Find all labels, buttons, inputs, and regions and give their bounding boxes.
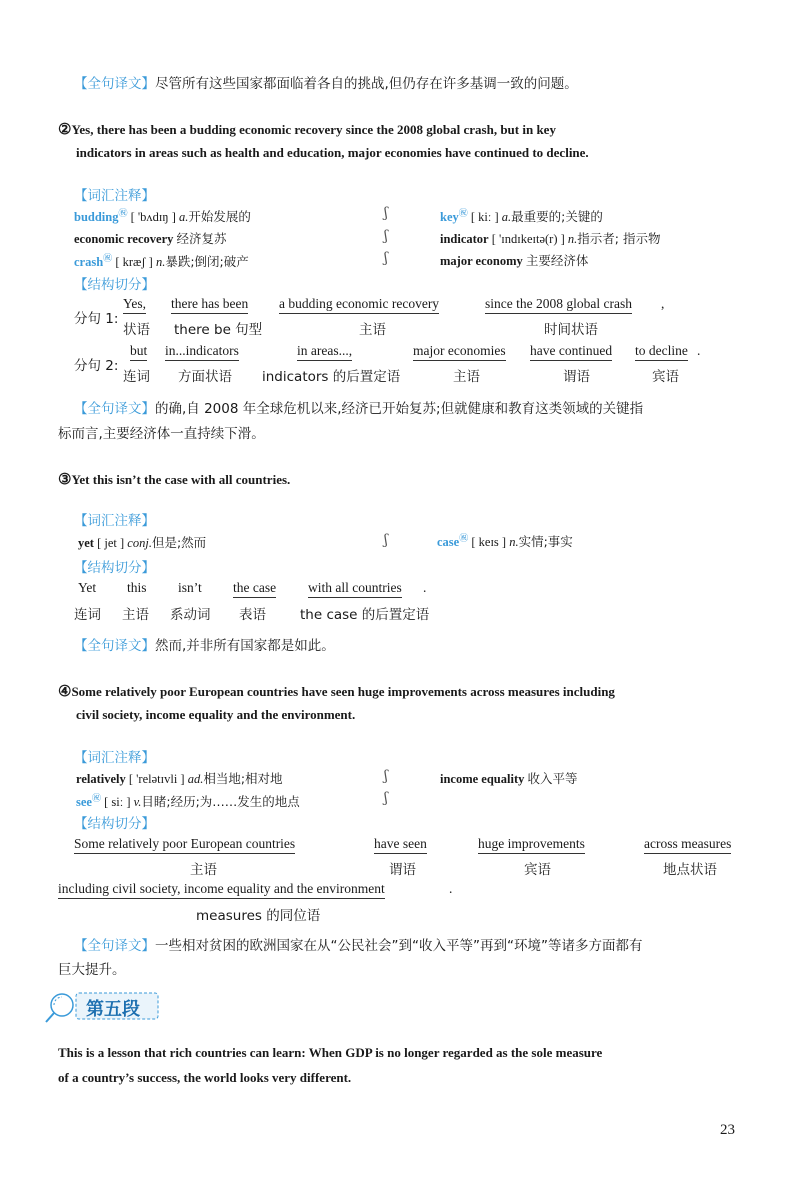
clause-label: 分句 2: (74, 358, 119, 374)
definition: 开始发展的 (188, 209, 251, 225)
vocab-word: crash (74, 255, 104, 270)
sentence-2-line2: indicators in areas such as health and education, major economies have continued to decline. (76, 145, 589, 160)
frequency-badge-icon: ㊗ (459, 533, 469, 543)
sentence-2-line1 (58, 120, 556, 139)
segment: across measures (644, 836, 731, 854)
vocab-word: see (76, 795, 92, 810)
sentence-number: ③ (58, 472, 72, 488)
punctuation: . (697, 343, 701, 358)
segment-role: 宾语 (652, 369, 679, 385)
segment: huge improvements (478, 836, 585, 854)
phonetic: [ siː ] (104, 795, 131, 810)
vocab-entry (76, 769, 283, 787)
vocab-entry (440, 229, 660, 247)
paragraph-5-line2: of a country’s success, the world looks very different. (58, 1070, 352, 1085)
vocab-word: yet (78, 536, 94, 550)
part-of-speech: v. (133, 795, 142, 810)
definition: 主要经济体 (525, 253, 589, 268)
segment-role: 宾语 (524, 862, 551, 878)
segment-role: there be 句型 (174, 322, 263, 338)
translation-label: 【全句译文】 (74, 76, 155, 92)
segment: have continued (530, 343, 612, 361)
segment: with all countries (308, 580, 402, 598)
vocab-entry (74, 251, 249, 270)
sentence-text: Yes, there has been a budding economic recovery since the 2008 global crash, but in key (71, 122, 556, 137)
segment-role: 时间状语 (544, 322, 598, 338)
sentence-3-line1 (58, 470, 290, 489)
phonetic: [ kiː ] (470, 210, 499, 225)
segment-role: 主语 (122, 607, 149, 623)
segment-role: indicators 的后置定语 (262, 369, 401, 385)
segment-role: 主语 (190, 862, 217, 878)
squiggle-divider-icon: ʃ (384, 790, 388, 806)
segment-role: 状语 (123, 322, 150, 338)
phonetic: [ jet ] (97, 536, 125, 550)
part-of-speech: a. (178, 210, 189, 225)
punctuation: , (661, 296, 665, 311)
vocab-entry (440, 206, 603, 225)
vocab-word: case (437, 535, 460, 550)
part-of-speech: conj. (127, 536, 152, 550)
segment-role: 连词 (123, 369, 150, 385)
structure-label: 【结构切分】 (74, 277, 155, 293)
structure-label: 【结构切分】 (74, 560, 155, 576)
translation-text: 巨大提升。 (58, 962, 126, 978)
translation-line (74, 397, 643, 417)
vocab-entry (440, 251, 588, 269)
definition: 但是;然而 (151, 535, 207, 550)
vocab-word: income equality (440, 772, 525, 786)
segment: but (130, 343, 147, 361)
paragraph-5-line1: This is a lesson that rich countries can learn: When GDP is no longer regarded as the sole measure (58, 1045, 603, 1060)
phonetic: [ keɪs ] (471, 535, 507, 550)
segment-role: 连词 (74, 607, 101, 623)
vocab-label: 【词汇注释】 (74, 513, 155, 529)
frequency-badge-icon: ㊗ (118, 208, 128, 218)
vocab-entry (78, 533, 206, 551)
punctuation: . (449, 881, 453, 896)
paragraph-heading-text: 第五段 (86, 999, 140, 1020)
translation-line (74, 72, 578, 92)
sentence-text: Some relatively poor European countries have seen huge improvements across measures including (71, 684, 615, 699)
segment: major economies (413, 343, 506, 361)
squiggle-divider-icon: ʃ (384, 205, 388, 221)
segment: in areas..., (297, 343, 352, 361)
frequency-badge-icon: ㊗ (103, 253, 113, 263)
segment: this (127, 580, 147, 595)
translation-text: 然而,并非所有国家都是如此。 (155, 638, 335, 654)
segment: to decline (635, 343, 688, 361)
sentence-4-line1 (58, 682, 615, 701)
segment-role: measures 的同位语 (196, 908, 321, 924)
segment: have seen (374, 836, 427, 854)
vocab-entry (437, 531, 573, 550)
part-of-speech: a. (501, 210, 512, 225)
definition: 实情;事实 (518, 534, 573, 550)
definition: 指示者; 指示物 (577, 231, 661, 246)
vocab-entry (440, 769, 578, 787)
segment: since the 2008 global crash (485, 296, 632, 314)
page-number: 23 (720, 1122, 735, 1138)
segment-role: 谓语 (563, 369, 590, 385)
vocab-word: economic recovery (74, 232, 174, 246)
vocab-word: relatively (76, 772, 126, 786)
segment: the case (233, 580, 276, 598)
segment-role: 主语 (453, 369, 480, 385)
definition: 相当地;相对地 (203, 771, 283, 786)
segment: in...indicators (165, 343, 239, 361)
definition: 目睹;经历;为……发生的地点 (141, 794, 300, 810)
part-of-speech: n. (567, 232, 578, 246)
segment-role: the case 的后置定语 (300, 607, 430, 623)
definition: 收入平等 (527, 771, 578, 786)
segment: including civil society, income equality and the environment (58, 881, 385, 899)
phonetic: [ kræʃ ] (115, 255, 153, 270)
segment-role: 方面状语 (178, 369, 232, 385)
segment: Yet (78, 580, 97, 595)
frequency-badge-icon: ㊗ (458, 208, 468, 218)
translation-text: 尽管所有这些国家都面临着各自的挑战,但仍存在许多基调一致的问题。 (155, 76, 578, 92)
translation-line (74, 634, 335, 654)
phonetic: [ 'relətɪvli ] (128, 772, 185, 786)
translation-text: 标而言,主要经济体一直持续下滑。 (58, 426, 265, 442)
translation-label: 【全句译文】 (74, 401, 155, 417)
sentence-number: ② (58, 122, 72, 138)
punctuation: . (423, 580, 427, 595)
translation-label: 【全句译文】 (74, 638, 155, 654)
clause-label: 分句 1: (74, 311, 119, 327)
definition: 经济复苏 (176, 231, 227, 246)
translation-text: 一些相对贫困的欧洲国家在从“公民社会”到“收入平等”再到“环境”等诸多方面都有 (155, 938, 643, 954)
vocab-entry (74, 206, 251, 225)
segment-role: 地点状语 (663, 862, 717, 878)
squiggle-divider-icon: ʃ (384, 228, 388, 244)
translation-line (74, 934, 642, 954)
vocab-word: indicator (440, 232, 489, 246)
segment: a budding economic recovery (279, 296, 439, 314)
sentence-text: Yet this isn’t the case with all countries. (71, 472, 291, 487)
phonetic: [ 'ɪndɪkeɪtə(r) ] (491, 232, 565, 246)
vocab-label: 【词汇注释】 (74, 188, 155, 204)
part-of-speech: n. (155, 255, 166, 270)
squiggle-divider-icon: ʃ (384, 532, 388, 548)
segment-role: 系动词 (170, 607, 211, 623)
part-of-speech: ad. (187, 772, 204, 786)
sentence-4-line2: civil society, income equality and the environment. (76, 707, 356, 722)
segment-role: 谓语 (389, 862, 416, 878)
vocab-label: 【词汇注释】 (74, 750, 155, 766)
vocab-entry (76, 791, 300, 810)
translation-text: 的确,自 2008 年全球危机以来,经济已开始复苏;但就健康和教育这类领域的关键指 (155, 401, 644, 417)
part-of-speech: n. (509, 535, 519, 550)
structure-label: 【结构切分】 (74, 816, 155, 832)
segment: isn’t (178, 580, 202, 595)
squiggle-divider-icon: ʃ (384, 250, 388, 266)
definition: 最重要的;关键的 (511, 209, 603, 225)
definition: 暴跌;倒闭;破产 (165, 254, 249, 270)
vocab-word: major economy (440, 254, 523, 268)
vocab-word: key (440, 210, 459, 225)
frequency-badge-icon: ㊗ (91, 793, 101, 803)
vocab-word: budding (74, 210, 119, 225)
sentence-number: ④ (58, 684, 72, 700)
phonetic: [ 'bʌdɪŋ ] (130, 210, 176, 225)
segment-role: 主语 (359, 322, 386, 338)
segment: there has been (171, 296, 248, 314)
segment: Some relatively poor European countries (74, 836, 295, 854)
translation-label: 【全句译文】 (74, 938, 155, 954)
squiggle-divider-icon: ʃ (384, 768, 388, 784)
segment: Yes, (123, 296, 146, 314)
vocab-entry (74, 229, 227, 247)
segment-role: 表语 (239, 607, 266, 623)
